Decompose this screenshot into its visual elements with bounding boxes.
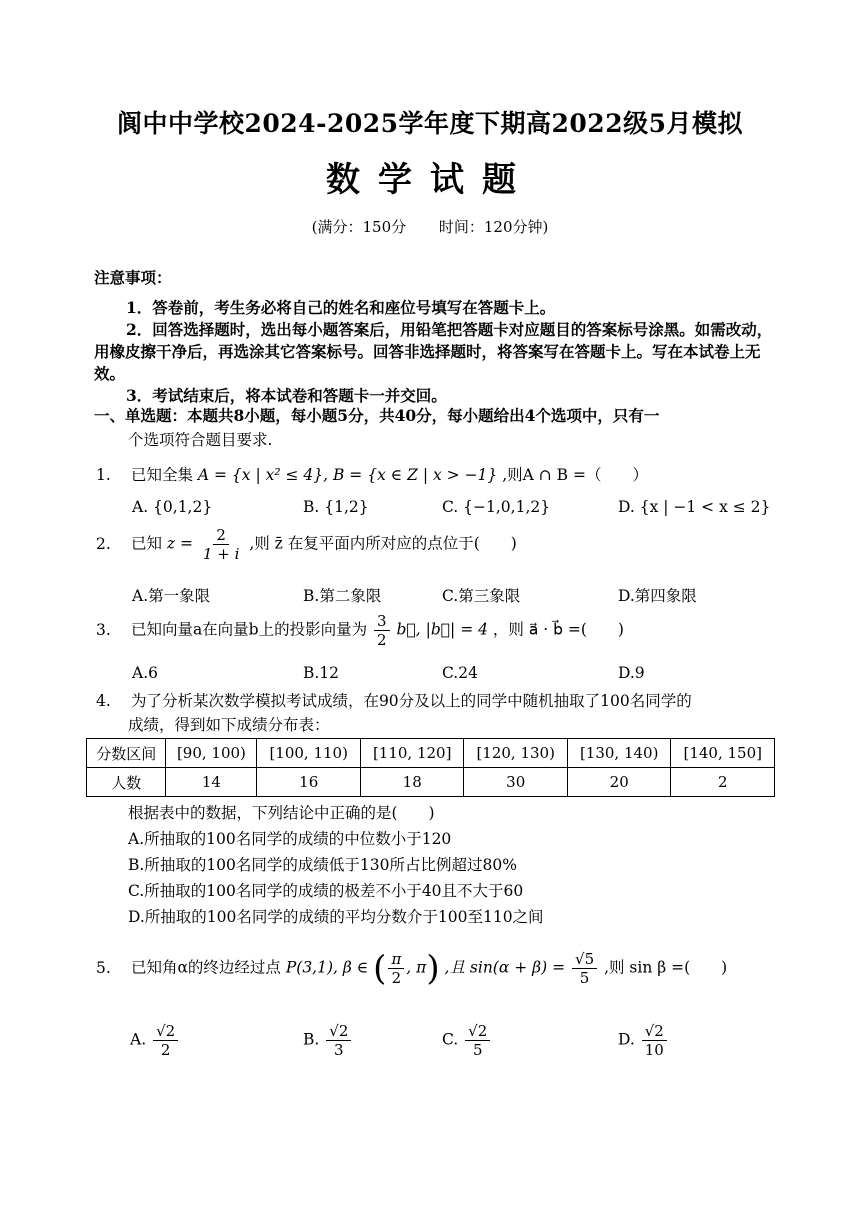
fraction <box>572 950 597 987</box>
question-math: A = {x | x² ≤ 4}, B = {x ∈ Z | x > −1} <box>197 466 498 484</box>
table-row <box>87 768 775 797</box>
question-math: z = <box>166 534 193 553</box>
fraction-denominator: 2 <box>377 631 387 649</box>
table-cell: 2 <box>671 768 775 797</box>
option-b: B. {1,2} <box>303 498 369 516</box>
fraction <box>326 1022 351 1059</box>
option-c <box>442 1022 492 1059</box>
table-cell: 18 <box>360 768 464 797</box>
full-score: (满分：150分 <box>311 218 407 236</box>
option-a: A.所抽取的100名同学的成绩的中位数小于120 <box>128 830 452 848</box>
table-cell: 14 <box>166 768 257 797</box>
fraction <box>374 612 390 649</box>
option-a: A.第一象限 <box>132 587 211 605</box>
notice-heading: 注意事项： <box>94 268 172 287</box>
fraction-denominator: 5 <box>472 1041 483 1059</box>
fraction-denominator: 2 <box>160 1041 171 1059</box>
question-text: 已知向量a在向量b上的投影向量为 <box>130 620 368 639</box>
option-b <box>303 1022 353 1059</box>
option-d: D.所抽取的100名同学的成绩的平均分数介于100至110之间 <box>128 908 544 926</box>
question-text: ，则 a⃗ · b⃗ =( ) <box>492 620 624 639</box>
option-c: C.所抽取的100名同学的成绩的极差不小于40且不大于60 <box>128 882 524 900</box>
question-text: ,则 sin β =( ) <box>604 958 728 977</box>
option-d: D.9 <box>618 664 645 682</box>
notice-list <box>94 297 774 407</box>
option-label: A. <box>130 1030 147 1049</box>
table-cell: [130, 140) <box>567 739 671 768</box>
fraction-numerator: √2 <box>326 1022 351 1041</box>
fraction <box>642 1022 667 1059</box>
question-number: 1. <box>96 466 111 484</box>
section-heading-cont: 个选项符合题目要求. <box>128 431 273 449</box>
exam-meta <box>0 216 860 237</box>
option-d: D.第四象限 <box>618 587 697 605</box>
option-d: D. {x | −1 < x ≤ 2} <box>618 498 771 516</box>
question-stem: 根据表中的数据，下列结论中正确的是( ) <box>128 804 435 822</box>
fraction-numerator: √2 <box>153 1022 178 1041</box>
table-cell: 30 <box>464 768 568 797</box>
question-number: 4. <box>96 692 111 710</box>
section-heading: 一、单选题：本题共8小题，每小题5分，共40分，每小题给出4个选项中，只有一 <box>94 406 660 425</box>
option-a: A.6 <box>132 664 158 682</box>
option-b: B.12 <box>303 664 340 682</box>
table-cell: [140, 150] <box>671 739 775 768</box>
question-math: b⃗, |b⃗| = 4 <box>396 620 488 639</box>
option-d <box>618 1022 669 1059</box>
paren-left: ( <box>373 948 387 989</box>
question-math: P(3,1), β ∈ <box>285 958 369 977</box>
option-c: C.第三象限 <box>442 587 521 605</box>
fraction-denominator: 2 <box>391 969 402 987</box>
question-text: 已知全集 <box>130 466 193 484</box>
fraction-numerator: √2 <box>465 1022 490 1041</box>
question-text: 为了分析某次数学模拟考试成绩，在90分及以上的同学中随机抽取了100名同学的 <box>130 692 692 710</box>
question-number: 5. <box>96 958 111 977</box>
notice-item: 1．答卷前，考生务必将自己的姓名和座位号填写在答题卡上。 <box>126 298 556 317</box>
option-a <box>130 1022 180 1059</box>
option-label: C. <box>442 1030 459 1049</box>
fraction <box>465 1022 490 1059</box>
table-cell: 20 <box>567 768 671 797</box>
question-text: 已知角α的终边经过点 <box>130 958 281 977</box>
question-number: 2. <box>96 534 111 553</box>
option-label: B. <box>303 1030 320 1049</box>
question-5 <box>96 950 727 987</box>
table-cell: [90, 100) <box>166 739 257 768</box>
exam-subject: 数学试题 <box>326 160 534 200</box>
table-cell: 分数区间 <box>87 739 166 768</box>
paren-right: ) <box>426 948 440 989</box>
question-1 <box>96 464 648 486</box>
fraction-denominator: 3 <box>334 1041 344 1059</box>
question-text: ,则A ∩ B =（ ） <box>502 466 648 484</box>
table-cell: [100, 110) <box>257 739 361 768</box>
fraction-denominator: 10 <box>644 1041 664 1059</box>
fraction-denominator: 5 <box>579 969 590 987</box>
fraction-denominator: 1 + i <box>202 545 240 563</box>
option-label: D. <box>618 1030 635 1049</box>
question-3 <box>96 612 624 649</box>
table-cell: 16 <box>257 768 361 797</box>
option-b: B.第二象限 <box>303 587 382 605</box>
question-4 <box>96 690 692 712</box>
question-number: 3. <box>96 620 111 639</box>
option-b: B.所抽取的100名同学的成绩低于130所占比例超过80% <box>128 856 517 874</box>
table-row <box>87 739 775 768</box>
table-cell: 人数 <box>87 768 166 797</box>
question-2 <box>96 526 517 563</box>
exam-time: 时间：120分钟) <box>438 218 549 236</box>
option-c: C.24 <box>442 664 478 682</box>
table-cell: [110, 120] <box>360 739 464 768</box>
fraction-numerator: 2 <box>213 526 229 545</box>
table-cell: [120, 130) <box>464 739 568 768</box>
fraction-numerator: 3 <box>374 612 390 631</box>
fraction <box>153 1022 178 1059</box>
fraction-numerator: π <box>388 950 404 969</box>
fraction-numerator: √5 <box>572 950 597 969</box>
question-text: ,则 z̄ 在复平面内所对应的点位于( ) <box>249 534 517 553</box>
option-a: A. {0,1,2} <box>132 498 213 516</box>
notice-item: 3．考试结束后，将本试卷和答题卡一并交回。 <box>126 386 447 405</box>
option-c: C. {−1,0,1,2} <box>442 498 551 516</box>
question-text: 已知 <box>130 534 162 553</box>
fraction <box>200 526 242 563</box>
question-text: 成绩，得到如下成绩分布表： <box>128 716 330 734</box>
notice-item: 2．回答选择题时，选出每小题答案后，用铅笔把答题卡对应题目的答案标号涂黑。如需改动，用橡皮擦干净后，再选涂其它答案标号。回答非选择题时，将答案写在答题卡上。写在本试卷上无效。 <box>94 320 773 383</box>
question-math: , π <box>406 958 427 977</box>
question-math: ,且 sin(α + β) = <box>444 958 566 977</box>
score-distribution-table <box>86 738 775 797</box>
exam-title: 阆中中学校2024-2025学年度下期高2022级5月模拟 <box>116 109 743 138</box>
fraction <box>388 950 404 987</box>
fraction-numerator: √2 <box>642 1022 667 1041</box>
